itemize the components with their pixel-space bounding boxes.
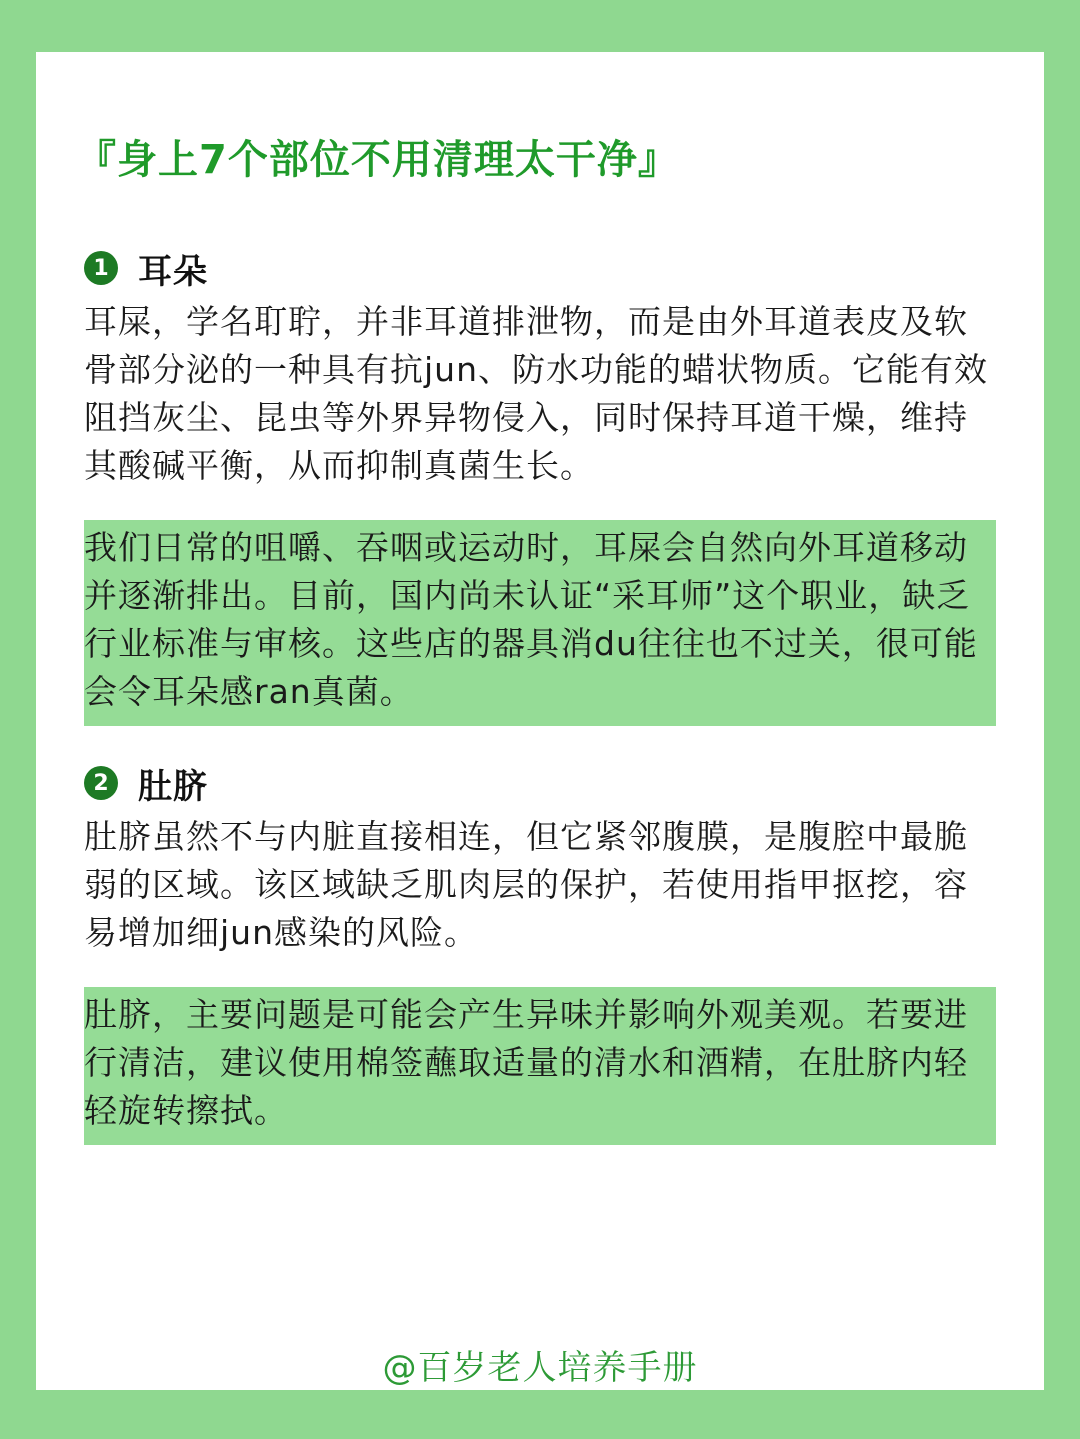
section-paragraph: 耳屎，学名耵聍，并非耳道排泄物，而是由外耳道表皮及软骨部分泌的一种具有抗jun、防水功能的蜡状物质。它能有效阻挡灰尘、昆虫等外界异物侵入，同时保持耳道干燥，维持其酸碱平衡，从而抑制真菌生长。 (84, 302, 988, 485)
section-paragraph: 肚脐虽然不与内脏直接相连，但它紧邻腹膜，是腹腔中最脆弱的区域。该区域缺乏肌肉层的保护，若使用指甲抠挖，容易增加细jun感染的风险。 (84, 817, 968, 952)
number-badge: 1 (84, 251, 118, 285)
section-heading (84, 757, 996, 809)
section-highlight: 我们日常的咀嚼、吞咽或运动时，耳屎会自然向外耳道移动并逐渐排出。目前，国内尚未认证“采耳师”这个职业，缺乏行业标准与审核。这些店的器具消du往往也不过关，很可能会令耳朵感ran真菌。 (84, 520, 996, 726)
section-ears (84, 242, 996, 726)
number-badge: 2 (84, 766, 118, 800)
section-heading (84, 242, 996, 294)
page-title: 『身上7个部位不用清理太干净』 (76, 137, 679, 183)
section-navel (84, 757, 996, 1145)
content-card (36, 52, 1044, 1390)
section-highlight: 肚脐，主要问题是可能会产生异味并影响外观美观。若要进行清洁，建议使用棉签蘸取适量的清水和酒精，在肚脐内轻轻旋转擦拭。 (84, 987, 996, 1145)
author-watermark: @百岁老人培养手册 (382, 1348, 698, 1388)
section-heading-text: 耳朵 (138, 251, 208, 292)
section-heading-text: 肚脐 (138, 766, 208, 807)
